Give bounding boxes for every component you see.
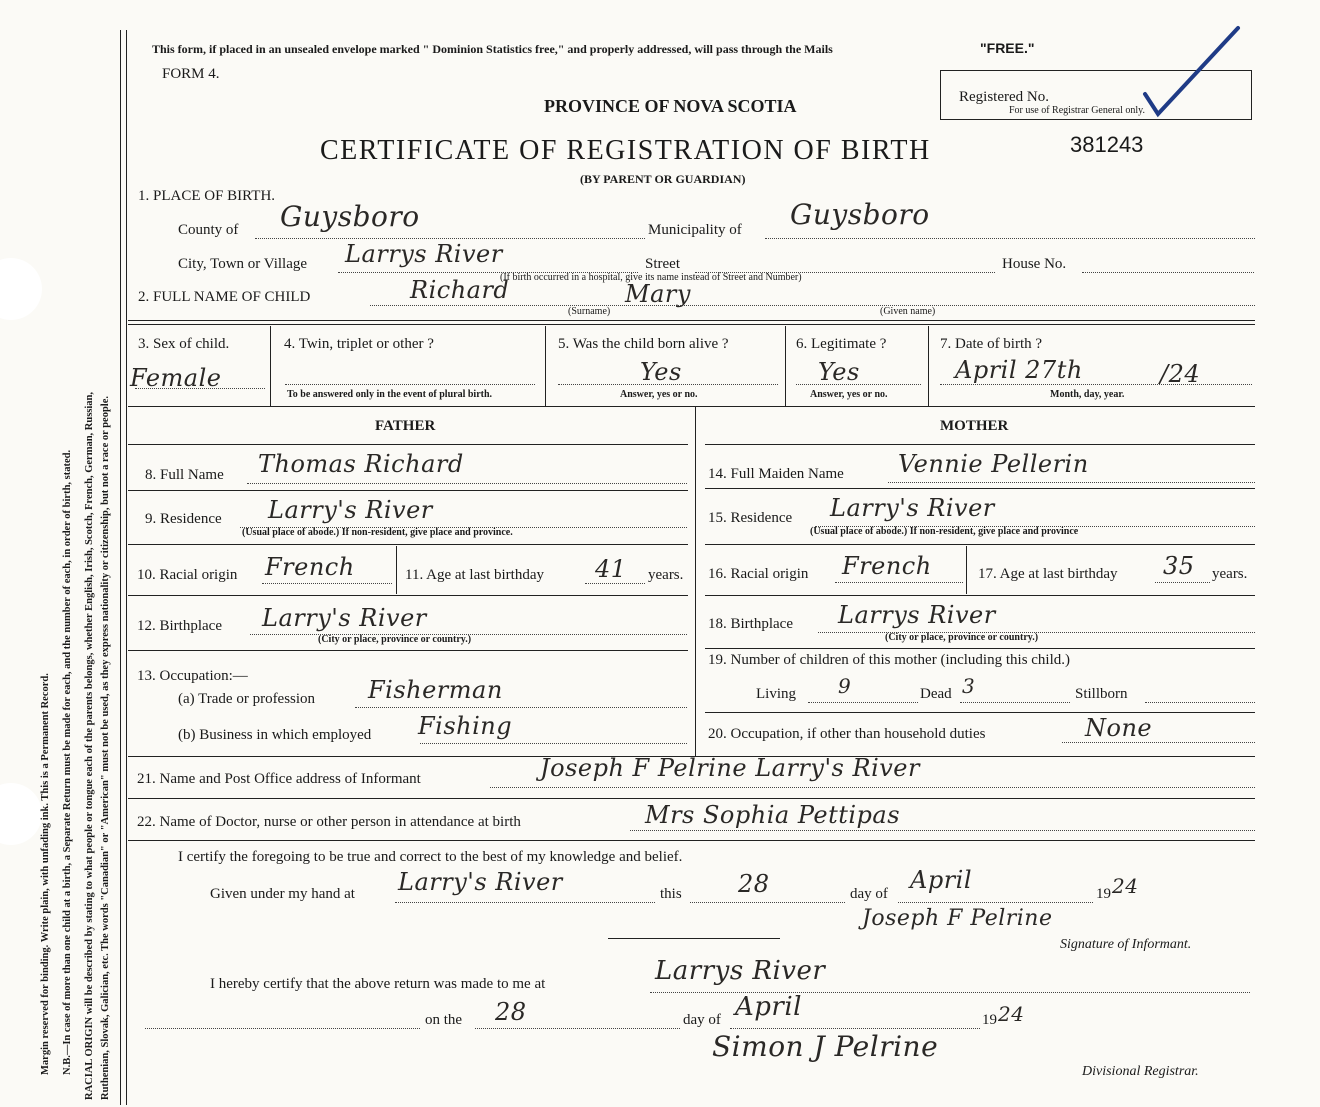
rule [128,798,1255,799]
mother-racial-line [835,582,963,583]
born-alive-value: Yes [640,358,682,386]
twin-line [285,384,535,385]
rule [705,595,1255,596]
rule [705,648,1255,649]
mother-birthplace-label: 18. Birthplace [708,616,793,632]
city-label: City, Town or Village [178,256,308,272]
stillborn-label: Stillborn [1075,686,1128,702]
mother-age-label: 17. Age at last birthday [978,566,1118,582]
given-at-value: Larry's River [398,868,563,896]
col-divider [270,326,271,406]
children-label: 19. Number of children of this mother (including this child.) [708,652,1071,668]
on-the-label: on the [425,1012,463,1028]
rule [128,544,688,545]
certificate-subtitle: (BY PARENT OR GUARDIAN) [580,172,746,186]
made-at-value: Larrys River [655,956,826,986]
living-value: 9 [838,674,852,698]
father-name-value: Thomas Richard [258,450,464,478]
child-given-name: Mary [625,280,691,308]
rule [705,544,1255,545]
rule [128,324,1255,325]
mother-birthplace-value: Larrys River [838,601,996,629]
province-title: PROVINCE OF NOVA SCOTIA [544,96,797,116]
col-divider [785,326,786,406]
given-hand-label: Given under my hand at [210,886,355,902]
punch-hole-top [0,258,42,320]
certify-statement: I certify the foregoing to be true and correct to the best of my knowledge and belief. [178,849,683,865]
rule [128,490,688,491]
street-label: Street [645,256,680,272]
mother-city-place-note: (City or place, province or country.) [885,632,1039,643]
place-of-birth-label: 1. PLACE OF BIRTH. [138,188,276,204]
father-usual-place-note: (Usual place of abode.) If non-resident, give place and province. [242,527,513,538]
business-line [420,743,687,744]
punch-hole-bottom [0,783,42,845]
mother-occupation-label: 20. Occupation, if other than household duties [708,726,986,742]
twin-note: To be answered only in the event of plural birth. [287,389,493,400]
surname-caption: (Surname) [568,306,611,317]
hereby-certify: I hereby certify that the above return was made to me at [210,976,546,992]
trade-value: Fisherman [368,676,503,704]
mail-free: "FREE." [980,40,1035,56]
made-day-value: 28 [495,998,527,1026]
child-name-label: 2. FULL NAME OF CHILD [138,289,311,305]
parents-divider [695,406,696,756]
registrar-note: For use of Registrar General only. [1009,105,1145,116]
dob-month-day: April 27th [955,356,1083,384]
margin-note-2: N.B.—In case of more than one child at a birth, a Separate Return must be made for each, and the number of each, in order of birth, stated. [62,449,73,1075]
registrar-signature: Simon J Pelrine [712,1030,939,1063]
margin-note-1: Margin reserved for binding. Write plain, with unfading ink. This is a Permanent Record. [40,673,51,1075]
mother-racial-value: French [842,552,932,580]
made-year-value: 24 [998,1002,1025,1026]
mother-racial-label: 16. Racial origin [708,566,809,582]
house-line [1082,272,1254,273]
legitimate-label: 6. Legitimate ? [796,336,887,352]
legitimate-note: Answer, yes or no. [810,389,888,400]
trade-label: (a) Trade or profession [178,691,316,707]
mother-heading: MOTHER [940,418,1009,434]
father-age-line [585,583,645,584]
sex-value: Female [130,364,222,392]
margin-note-3: RACIAL ORIGIN will be described by stating to what people or tongue each of the parents belongs, whether English, Irish, Scotch, French, German, Russian, [84,391,95,1100]
informant-label: 21. Name and Post Office address of Informant [137,771,421,787]
dob-year: /24 [1160,360,1201,388]
municipality-line [765,238,1255,239]
mother-age-line [1155,582,1210,583]
father-racial-line [262,583,392,584]
margin-rule-2 [126,30,127,1105]
mother-name-line [888,482,1255,483]
mother-occupation-value: None [1085,714,1153,742]
mother-residence-value: Larry's River [830,494,995,522]
mother-age-value: 35 [1163,552,1195,580]
dob-note: Month, day, year. [1050,389,1125,400]
hospital-note: (If birth occurred in a hospital, give its name instead of Street and Number) [500,272,802,283]
sex-label: 3. Sex of child. [138,336,230,352]
margin-note-4: Ruthenian, Slovak, Galician, etc. The words "Canadian" or "American" must not be used, as they express nationality or citizenship, but not a race or people. [100,395,111,1100]
registered-label: Registered No. [959,89,1049,105]
col-divider [966,546,967,594]
father-birthplace-label: 12. Birthplace [137,618,222,634]
business-value: Fishing [418,712,513,740]
business-label: (b) Business in which employed [178,727,372,743]
rule [128,406,1255,407]
registration-number: 381243 [1070,132,1144,157]
dead-line [960,702,1070,703]
mail-notice: This form, if placed in an unsealed envelope marked " Dominion Statistics free," and properly addressed, will pass through the Mails [152,42,833,56]
father-residence-value: Larry's River [268,496,433,524]
day-of-label-2: day of [683,1012,721,1028]
rule [705,712,1255,713]
county-value: Guysboro [280,200,420,233]
born-alive-note: Answer, yes or no. [620,389,698,400]
municipality-value: Guysboro [790,198,930,231]
rule [705,488,1255,489]
doctor-line [630,830,1255,831]
given-month-line [898,902,1093,903]
house-label: House No. [1002,256,1067,272]
city-value: Larrys River [345,240,503,268]
father-age-label: 11. Age at last birthday [405,567,544,583]
mother-usual-place-note: (Usual place of abode.) If non-resident, give place and province [810,526,1079,537]
made-month-value: April [735,992,802,1022]
dead-value: 3 [962,674,976,698]
form-number: FORM 4. [162,66,220,82]
occupation-label: 13. Occupation:— [137,668,248,684]
col-divider [928,326,929,406]
legitimate-value: Yes [818,358,860,386]
living-line [808,702,918,703]
municipality-label: Municipality of [648,222,742,238]
rule [128,595,688,596]
father-years-label: years. [648,567,684,583]
county-line [255,238,645,239]
made-day-line [475,1028,680,1029]
rule [128,650,688,651]
dead-label: Dead [920,686,952,702]
county-label: County of [178,222,239,238]
certificate-title: CERTIFICATE OF REGISTRATION OF BIRTH [320,135,931,166]
born-alive-label: 5. Was the child born alive ? [558,336,729,352]
given-day-line [690,902,845,903]
father-name-label: 8. Full Name [145,467,224,483]
year-prefix-2: 19 [982,1012,997,1028]
on-the-line-left [145,1028,420,1029]
given-month-value: April [910,866,973,894]
col-divider [396,546,397,594]
divisional-registrar-label: Divisional Registrar. [1082,1064,1199,1079]
informant-value: Joseph F Pelrine Larry's River [540,754,920,782]
mother-name-value: Vennie Pellerin [898,450,1089,478]
mother-years-label: years. [1212,566,1248,582]
doctor-label: 22. Name of Doctor, nurse or other person in attendance at birth [137,814,521,830]
rule [128,840,1255,841]
given-at-line [395,902,655,903]
father-racial-label: 10. Racial origin [137,567,238,583]
rule [608,938,780,939]
child-surname: Richard [410,276,510,304]
registrar-check-mark [1140,22,1250,122]
year-prefix: 19 [1096,886,1111,902]
given-name-caption: (Given name) [880,306,936,317]
this-label: this [660,886,682,902]
margin-rule [120,30,121,1105]
rule [705,444,1255,445]
given-year-value: 24 [1112,874,1139,898]
living-label: Living [756,686,796,702]
stillborn-line [1145,702,1255,703]
father-residence-label: 9. Residence [145,511,222,527]
given-day-value: 28 [738,870,770,898]
dob-label: 7. Date of birth ? [940,336,1043,352]
signature-informant-label: Signature of Informant. [1060,937,1192,952]
sex-line [135,388,265,389]
mother-name-label: 14. Full Maiden Name [708,466,844,482]
rule [128,444,688,445]
dob-line [940,384,1252,385]
father-birthplace-value: Larry's River [262,604,427,632]
mother-residence-label: 15. Residence [708,510,793,526]
twin-label: 4. Twin, triplet or other ? [284,336,434,352]
doctor-value: Mrs Sophia Pettipas [645,801,901,829]
trade-line [355,707,687,708]
col-divider [545,326,546,406]
rule [128,320,1255,321]
mother-occupation-line [1062,742,1255,743]
made-month-line [730,1028,980,1029]
father-racial-value: French [265,553,355,581]
father-heading: FATHER [375,418,436,434]
father-name-line [247,483,687,484]
informant-line [490,787,1255,788]
day-of-label: day of [850,886,888,902]
informant-signature: Joseph F Pelrine [862,906,1053,931]
father-age-value: 41 [595,555,627,583]
father-city-place-note: (City or place, province or country.) [318,634,472,645]
child-name-line [370,305,1255,306]
